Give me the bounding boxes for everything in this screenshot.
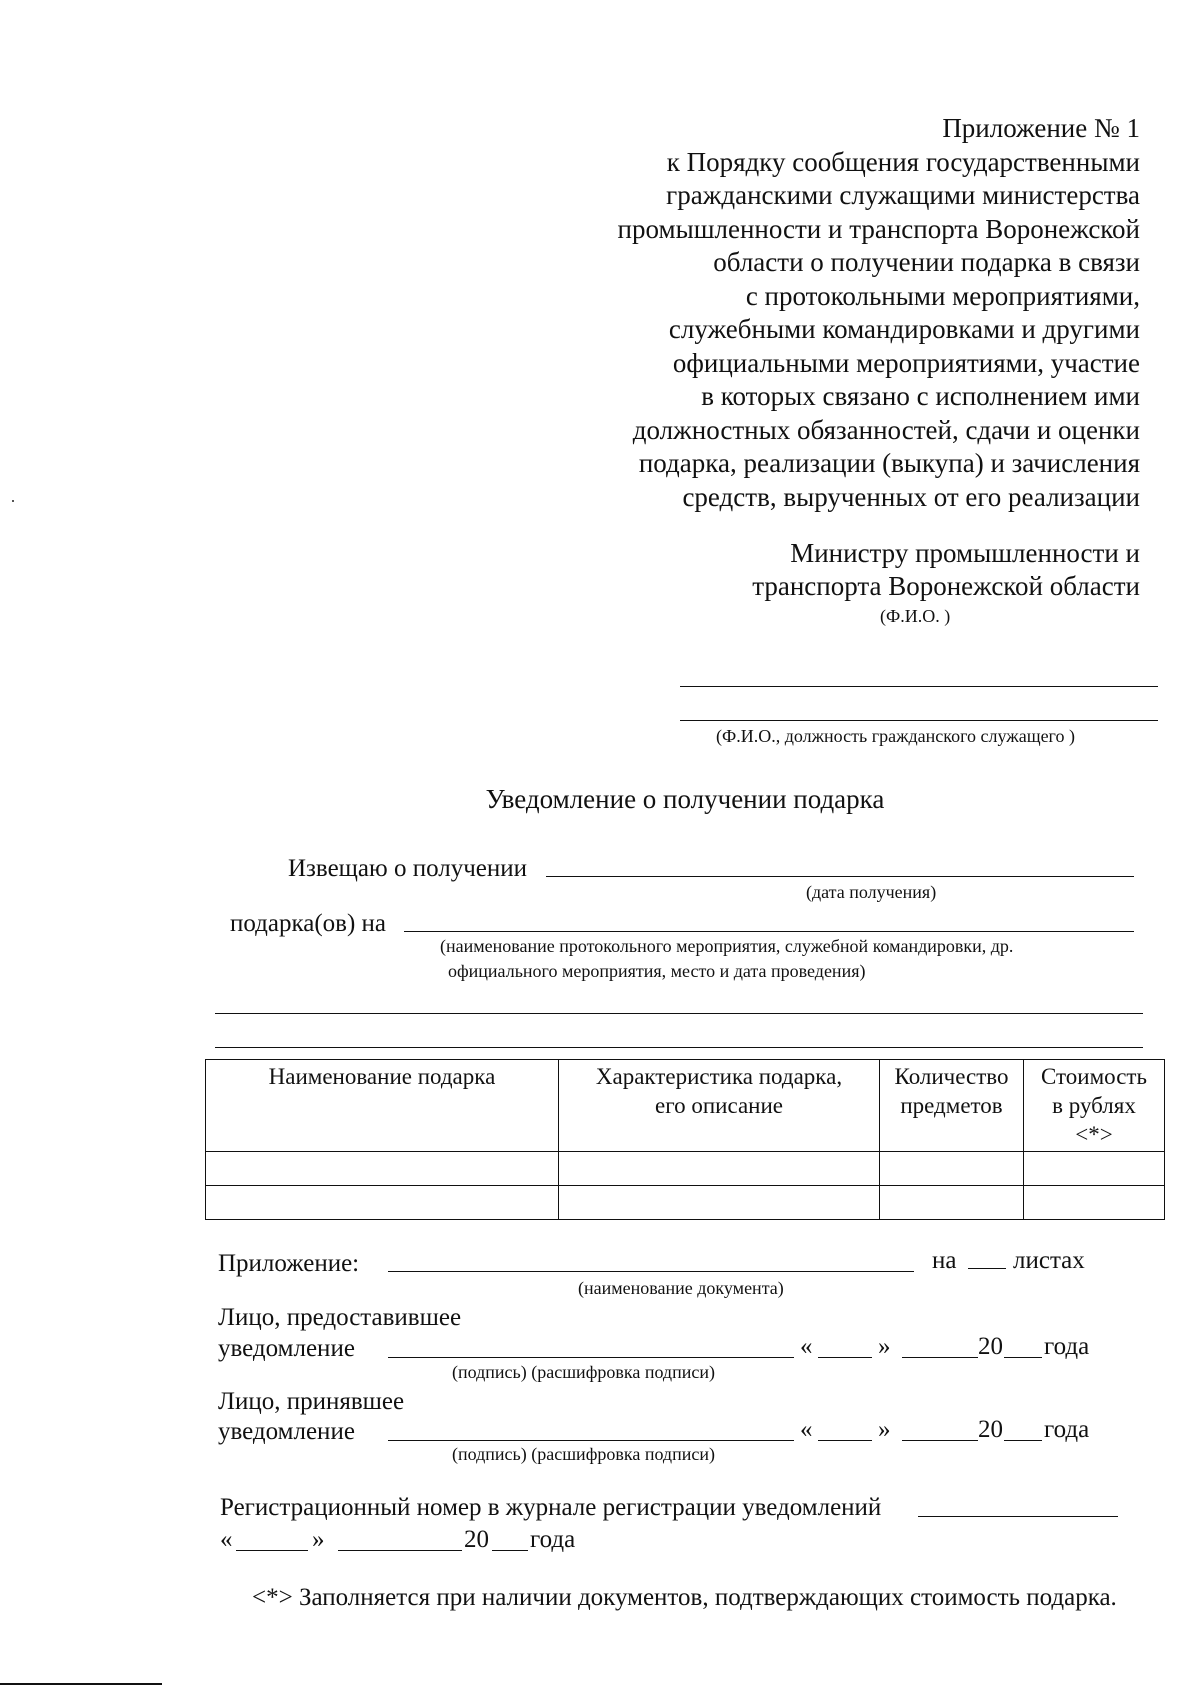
event-caption: официального мероприятия, место и дата проведения) — [448, 961, 866, 981]
addressee-block — [600, 537, 1140, 603]
provider-signature-line[interactable] — [388, 1357, 794, 1358]
registration-label: Регистрационный номер в журнале регистрации уведомлений — [220, 1494, 882, 1521]
provider-year-line[interactable] — [1004, 1357, 1042, 1358]
table-cell[interactable] — [559, 1186, 880, 1220]
header-text: <*> — [1075, 1122, 1113, 1147]
receiver-year-line[interactable] — [1004, 1440, 1042, 1441]
quote-close: » — [878, 1416, 891, 1443]
provider-label: Лицо, предоставившее — [218, 1304, 462, 1331]
attachment-sheets: листах — [1013, 1247, 1085, 1274]
notify-label: Извещаю о получении — [288, 855, 528, 882]
registration-number-line[interactable] — [918, 1516, 1118, 1517]
receipt-date-caption: (дата получения) — [806, 882, 937, 902]
appendix-line: в которых связано с исполнением ими — [701, 381, 1140, 411]
fio-line[interactable] — [680, 686, 1158, 687]
event-continuation-line[interactable] — [215, 1013, 1143, 1014]
registration-month-line[interactable] — [338, 1550, 462, 1551]
event-continuation-line[interactable] — [215, 1047, 1143, 1048]
header-text: его описание — [655, 1093, 783, 1118]
year-word: года — [1044, 1333, 1090, 1360]
receiver-signature-line[interactable] — [388, 1440, 794, 1441]
quote-open: « — [800, 1333, 813, 1360]
appendix-line: подарка, реализации (выкупа) и зачисления — [638, 448, 1140, 478]
appendix-line: официальными мероприятиями, участие — [672, 347, 1140, 378]
registration-year-line[interactable] — [492, 1550, 528, 1551]
document-title: Уведомление о получении подарка — [485, 784, 885, 814]
appendix-line: области о получении подарка в связи — [713, 247, 1140, 277]
scan-edge-line — [0, 1683, 162, 1685]
receiver-month-line[interactable] — [902, 1440, 978, 1441]
event-line[interactable] — [404, 931, 1134, 932]
quote-close: » — [878, 1333, 891, 1360]
registration-day-line[interactable] — [236, 1550, 308, 1551]
table-row — [206, 1186, 1165, 1220]
appendix-line: к Порядку сообщения государственными — [666, 146, 1140, 177]
table-header — [880, 1060, 1024, 1152]
table-header — [559, 1060, 880, 1152]
table-cell[interactable] — [559, 1152, 880, 1186]
fio-caption: (Ф.И.О. ) — [880, 606, 951, 626]
year-prefix: 20 — [978, 1333, 1003, 1360]
receiver-label: уведомление — [218, 1418, 355, 1445]
provider-month-line[interactable] — [902, 1357, 978, 1358]
addressee-line: Министру промышленности и — [790, 538, 1140, 568]
header-text: Характеристика подарка, — [595, 1064, 843, 1089]
appendix-line: Приложение № 1 — [942, 113, 1140, 143]
header-text: в рублях — [1052, 1093, 1136, 1118]
scan-speck — [12, 500, 14, 502]
table-header-row — [206, 1060, 1165, 1152]
employee-line[interactable] — [680, 720, 1158, 721]
receiver-caption: (подпись) (расшифровка подписи) — [452, 1444, 715, 1464]
year-prefix: 20 — [464, 1526, 489, 1553]
provider-label: уведомление — [218, 1335, 355, 1362]
header-text: предметов — [900, 1093, 1003, 1118]
quote-open: « — [220, 1526, 233, 1553]
quote-open: « — [800, 1416, 813, 1443]
attachment-caption: (наименование документа) — [578, 1278, 784, 1298]
attachment-sheets-line[interactable] — [968, 1268, 1006, 1269]
attachment-on: на — [932, 1247, 957, 1274]
table-cell[interactable] — [1024, 1186, 1165, 1220]
header-text: Наименование подарка — [268, 1064, 496, 1089]
table-cell[interactable] — [206, 1152, 559, 1186]
receiver-day-line[interactable] — [818, 1440, 872, 1441]
gift-table — [205, 1059, 1165, 1220]
provider-day-line[interactable] — [818, 1357, 872, 1358]
year-word: года — [1044, 1416, 1090, 1443]
header-text: Стоимость — [1041, 1064, 1147, 1089]
footnote: <*> Заполняется при наличии документов, подтверждающих стоимость подарка. — [252, 1584, 1117, 1611]
table-header — [206, 1060, 559, 1152]
header-text: Количество — [894, 1064, 1009, 1089]
table-cell[interactable] — [206, 1186, 559, 1220]
appendix-line: средств, вырученных от его реализации — [682, 481, 1140, 512]
appendix-line: промышленности и транспорта Воронежской — [617, 213, 1140, 244]
table-row — [206, 1152, 1165, 1186]
provider-caption: (подпись) (расшифровка подписи) — [452, 1362, 715, 1382]
gift-label: подарка(ов) на — [230, 910, 387, 937]
attachment-document-line[interactable] — [388, 1271, 914, 1272]
event-caption: (наименование протокольного мероприятия, служебной командировки, др. — [440, 936, 1014, 956]
appendix-line: с протокольными мероприятиями, — [745, 280, 1140, 311]
quote-close: » — [312, 1526, 325, 1553]
receipt-date-line[interactable] — [546, 876, 1134, 877]
addressee-line: транспорта Воронежской области — [752, 571, 1140, 601]
appendix-line: служебными командировками и другими — [668, 314, 1140, 344]
receiver-label: Лицо, принявшее — [218, 1388, 405, 1415]
table-header — [1024, 1060, 1165, 1152]
year-word: года — [530, 1526, 576, 1553]
year-prefix: 20 — [978, 1416, 1003, 1443]
employee-caption: (Ф.И.О., должность гражданского служащего ) — [716, 726, 1075, 746]
attachment-label: Приложение: — [218, 1250, 360, 1277]
appendix-line: гражданскими служащими министерства — [666, 180, 1140, 210]
table-cell[interactable] — [1024, 1152, 1165, 1186]
appendix-header — [560, 112, 1140, 514]
table-cell[interactable] — [880, 1152, 1024, 1186]
table-cell[interactable] — [880, 1186, 1024, 1220]
appendix-line: должностных обязанностей, сдачи и оценки — [632, 414, 1140, 445]
